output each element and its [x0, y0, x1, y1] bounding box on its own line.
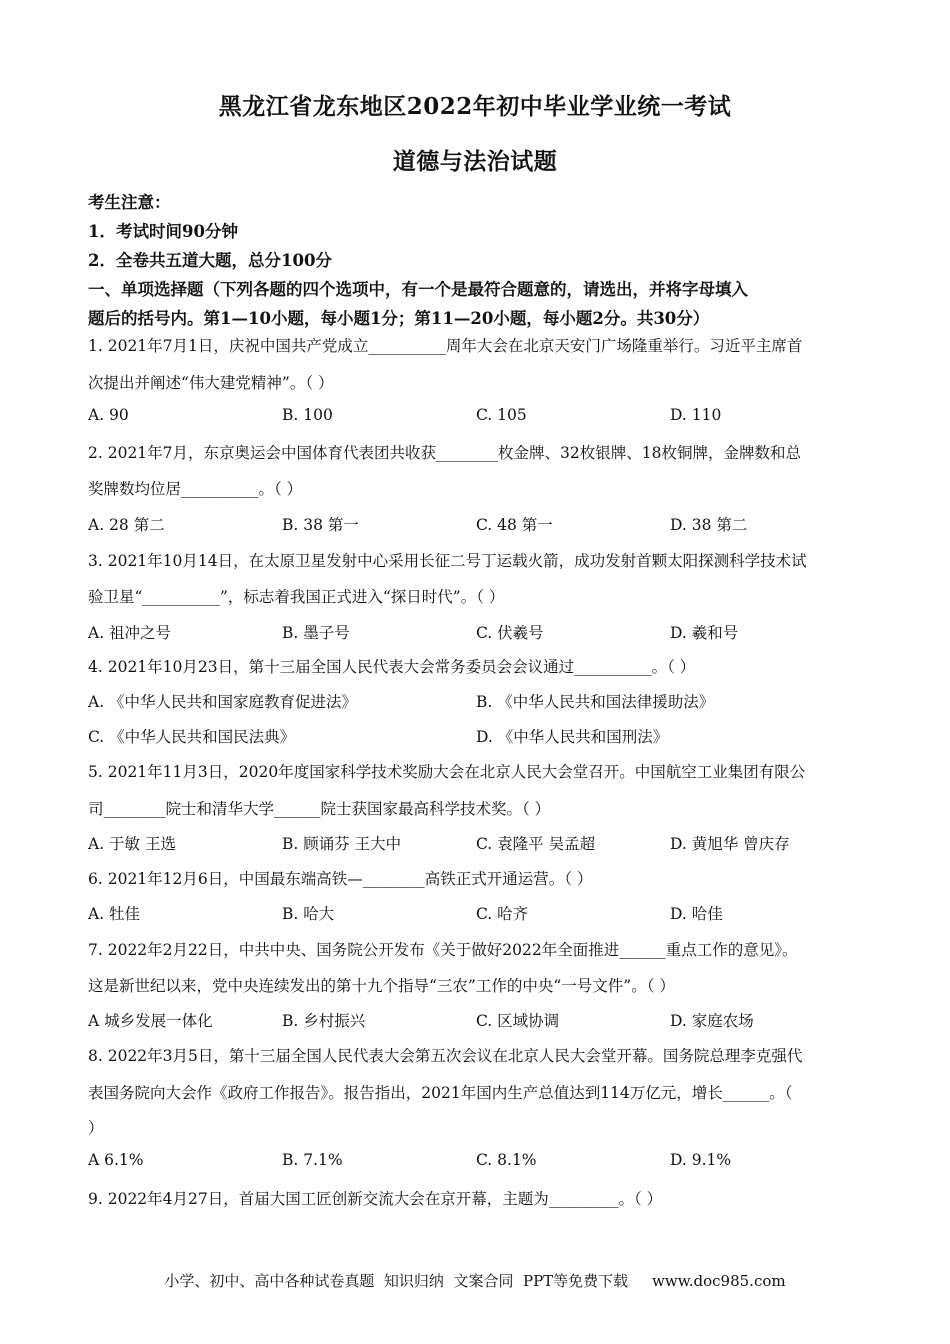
question-text: 表国务院向大会作《政府工作报告》。报告指出，2021年国内生产总值达到114万亿元，增长______。（ — [88, 1084, 793, 1102]
question-options — [88, 725, 868, 747]
section-title: 题后的括号内。第1—10小题，每小题1分；第11—20小题，每小题2分。共30分） — [88, 309, 710, 328]
notice-item: 1．考试时间90分钟 — [88, 222, 238, 241]
option: D. 《中华人民共和国刑法》 — [476, 728, 669, 746]
option: B. 100 — [282, 406, 333, 424]
option: D. 110 — [670, 406, 722, 424]
question-options — [88, 1151, 868, 1173]
option: C. 48 第一 — [476, 516, 553, 534]
option: B. 墨子号 — [282, 624, 350, 642]
exam-title: 黑龙江省龙东地区2022年初中毕业学业统一考试 — [218, 93, 732, 120]
question-text: 司________院士和清华大学______院士获国家最高科学技术奖。（ ） — [88, 800, 551, 818]
option: A. 牡佳 — [88, 905, 141, 923]
question-text: 1. 2021年7月1日，庆祝中国共产党成立__________周年大会在北京天安门广场隆重举行。习近平主席首 — [88, 337, 803, 355]
option: D. 羲和号 — [670, 624, 739, 642]
option: B. 顾诵芬 王大中 — [282, 835, 402, 853]
option: A. 祖冲之号 — [88, 624, 172, 642]
option: B. 乡村振兴 — [282, 1012, 366, 1030]
option: C. 《中华人民共和国民法典》 — [88, 728, 296, 746]
option: A 6.1% — [88, 1151, 144, 1169]
question-options — [88, 621, 868, 643]
question-text: 9. 2022年4月27日，首届大国工匠创新交流大会在京开幕，主题为_________。（ ） — [88, 1190, 663, 1208]
option: C. 8.1% — [476, 1151, 537, 1169]
question-options — [88, 406, 868, 428]
section-title: 一、单项选择题（下列各题的四个选项中，有一个是最符合题意的，请选出，并将字母填入 — [88, 280, 748, 299]
question-text: 7. 2022年2月22日，中共中央、国务院公开发布《关于做好2022年全面推进______重点工作的意见》。 — [88, 941, 798, 959]
option: C. 区域协调 — [476, 1012, 560, 1030]
option: C. 袁隆平 吴孟超 — [476, 835, 596, 853]
question-text: 这是新世纪以来，党中央连续发出的第十九个指导“三农”工作的中央“一号文件”。（ ） — [88, 977, 675, 995]
option: D. 黄旭华 曾庆存 — [670, 835, 790, 853]
question-options — [88, 690, 868, 712]
option: B. 7.1% — [282, 1151, 343, 1169]
option: A 城乡发展一体化 — [88, 1012, 213, 1030]
option: B. 哈大 — [282, 905, 335, 923]
question-options — [88, 513, 868, 535]
option: A. 28 第二 — [88, 516, 165, 534]
option: D. 9.1% — [670, 1151, 732, 1169]
notice-item: 2．全卷共五道大题，总分100分 — [88, 251, 332, 270]
question-text: 5. 2021年11月3日，2020年度国家科学技术奖励大会在北京人民大会堂召开。中国航空工业集团有限公 — [88, 763, 806, 781]
notice-heading: 考生注意： — [88, 193, 171, 212]
option: A. 《中华人民共和国家庭教育促进法》 — [88, 693, 358, 711]
question-text: 次提出并阐述“伟大建党精神”。（ ） — [88, 374, 334, 392]
question-text: 奖牌数均位居__________。（ ） — [88, 480, 303, 498]
question-text: 6. 2021年12月6日，中国最东端高铁—________高铁正式开通运营。（ ） — [88, 870, 593, 888]
option: C. 伏羲号 — [476, 624, 544, 642]
question-text: ） — [88, 1119, 104, 1137]
option: D. 哈佳 — [670, 905, 723, 923]
option: B. 38 第一 — [282, 516, 359, 534]
question-text: 3. 2021年10月14日，在太原卫星发射中心采用长征二号丁运载火箭，成功发射首颗太阳探测科学技术试 — [88, 552, 807, 570]
question-text: 4. 2021年10月23日，第十三届全国人民代表大会常务委员会会议通过__________。（ ） — [88, 658, 696, 676]
option: B. 《中华人民共和国法律援助法》 — [476, 693, 715, 711]
question-text: 2. 2021年7月，东京奥运会中国体育代表团共收获________枚金牌、32枚银牌、18枚铜牌，金牌数和总 — [88, 444, 801, 462]
question-text: 8. 2022年3月5日，第十三届全国人民代表大会第五次会议在北京人民大会堂开幕。国务院总理李克强代 — [88, 1047, 803, 1065]
question-options — [88, 902, 868, 924]
question-options — [88, 1009, 868, 1031]
option: C. 105 — [476, 406, 527, 424]
option: A. 90 — [88, 406, 129, 424]
question-options — [88, 832, 868, 854]
page-footer: 小学、初中、高中各种试卷真题 知识归纳 文案合同 PPT等免费下载 www.doc985.com — [164, 1272, 786, 1290]
option: D. 38 第二 — [670, 516, 748, 534]
option: A. 于敏 王选 — [88, 835, 176, 853]
question-text: 验卫星“__________”，标志着我国正式进入“探日时代”。（ ） — [88, 588, 505, 606]
exam-subtitle: 道德与法治试题 — [392, 148, 558, 175]
option: D. 家庭农场 — [670, 1012, 754, 1030]
option: C. 哈齐 — [476, 905, 529, 923]
